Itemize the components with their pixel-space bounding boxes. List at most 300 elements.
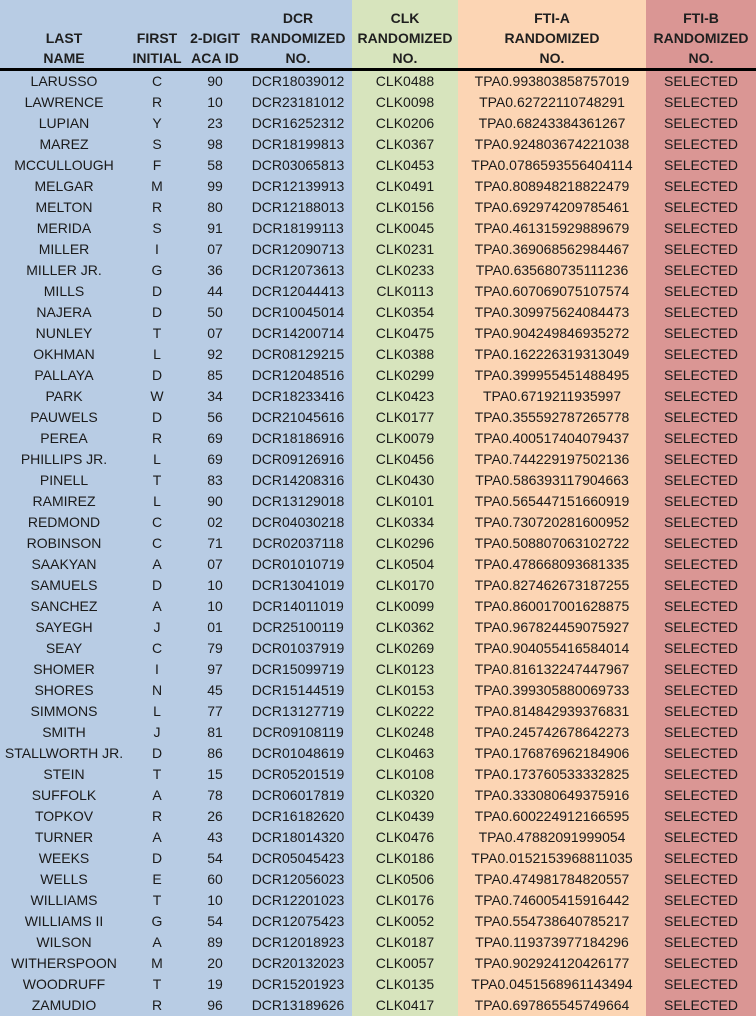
- header-dcr-number: [244, 0, 352, 70]
- clk-number-cell: CLK0430: [352, 470, 458, 491]
- first-initial-cell: Y: [128, 113, 186, 134]
- clk-number-cell: CLK0101: [352, 491, 458, 512]
- dcr-number-cell: DCR12090713: [244, 239, 352, 260]
- last-name-cell: MERIDA: [0, 218, 128, 239]
- last-name-cell: SHORES: [0, 680, 128, 701]
- dcr-number-cell: DCR15099719: [244, 659, 352, 680]
- fti-b-status-cell: SELECTED: [646, 638, 756, 659]
- aca-id-cell: 92: [186, 344, 244, 365]
- aca-id-cell: 10: [186, 890, 244, 911]
- first-initial-cell: C: [128, 638, 186, 659]
- fti-a-number-cell: TPA0.173760533332825: [458, 764, 646, 785]
- last-name-cell: PHILLIPS JR.: [0, 449, 128, 470]
- dcr-number-cell: DCR01010719: [244, 554, 352, 575]
- dcr-number-cell: DCR18199813: [244, 134, 352, 155]
- last-name-cell: SMITH: [0, 722, 128, 743]
- table-row: [0, 239, 756, 260]
- first-initial-cell: A: [128, 827, 186, 848]
- table-row: [0, 974, 756, 995]
- header-fti-a-number: [458, 0, 646, 70]
- last-name-cell: WELLS: [0, 869, 128, 890]
- last-name-cell: REDMOND: [0, 512, 128, 533]
- table-row: [0, 218, 756, 239]
- fti-a-number-cell: TPA0.635680735111236: [458, 260, 646, 281]
- first-initial-cell: G: [128, 260, 186, 281]
- aca-id-cell: 69: [186, 428, 244, 449]
- fti-b-status-cell: SELECTED: [646, 764, 756, 785]
- table-row: [0, 533, 756, 554]
- last-name-cell: SANCHEZ: [0, 596, 128, 617]
- fti-b-status-cell: SELECTED: [646, 407, 756, 428]
- aca-id-cell: 85: [186, 365, 244, 386]
- last-name-cell: MELGAR: [0, 176, 128, 197]
- first-initial-cell: L: [128, 491, 186, 512]
- clk-number-cell: CLK0222: [352, 701, 458, 722]
- fti-a-number-cell: TPA0.369068562984467: [458, 239, 646, 260]
- aca-id-cell: 34: [186, 386, 244, 407]
- fti-a-number-cell: TPA0.400517404079437: [458, 428, 646, 449]
- dcr-number-cell: DCR13129018: [244, 491, 352, 512]
- table-row: [0, 806, 756, 827]
- first-initial-cell: R: [128, 995, 186, 1016]
- header-line: ACA ID: [191, 50, 239, 66]
- fti-b-status-cell: SELECTED: [646, 911, 756, 932]
- clk-number-cell: CLK0504: [352, 554, 458, 575]
- header-last-name: [0, 0, 128, 70]
- aca-id-cell: 26: [186, 806, 244, 827]
- dcr-number-cell: DCR15201923: [244, 974, 352, 995]
- last-name-cell: ROBINSON: [0, 533, 128, 554]
- clk-number-cell: CLK0233: [352, 260, 458, 281]
- fti-b-status-cell: SELECTED: [646, 974, 756, 995]
- dcr-number-cell: DCR06017819: [244, 785, 352, 806]
- last-name-cell: SAYEGH: [0, 617, 128, 638]
- clk-number-cell: CLK0463: [352, 743, 458, 764]
- fti-a-number-cell: TPA0.399305880069733: [458, 680, 646, 701]
- table-row: [0, 701, 756, 722]
- first-initial-cell: G: [128, 911, 186, 932]
- fti-a-number-cell: TPA0.508807063102722: [458, 533, 646, 554]
- header-clk-number: [352, 0, 458, 70]
- fti-a-number-cell: TPA0.692974209785461: [458, 197, 646, 218]
- aca-id-cell: 58: [186, 155, 244, 176]
- aca-id-cell: 96: [186, 995, 244, 1016]
- fti-b-status-cell: SELECTED: [646, 806, 756, 827]
- fti-b-status-cell: SELECTED: [646, 491, 756, 512]
- clk-number-cell: CLK0417: [352, 995, 458, 1016]
- table-row: [0, 953, 756, 974]
- clk-number-cell: CLK0123: [352, 659, 458, 680]
- first-initial-cell: C: [128, 70, 186, 93]
- last-name-cell: ZAMUDIO: [0, 995, 128, 1016]
- table-row: [0, 302, 756, 323]
- fti-a-number-cell: TPA0.62722110748291: [458, 92, 646, 113]
- table-row: [0, 428, 756, 449]
- dcr-number-cell: DCR18233416: [244, 386, 352, 407]
- last-name-cell: SHOMER: [0, 659, 128, 680]
- last-name-cell: MILLER JR.: [0, 260, 128, 281]
- clk-number-cell: CLK0269: [352, 638, 458, 659]
- fti-b-status-cell: SELECTED: [646, 428, 756, 449]
- table-row: [0, 554, 756, 575]
- first-initial-cell: C: [128, 512, 186, 533]
- clk-number-cell: CLK0153: [352, 680, 458, 701]
- aca-id-cell: 81: [186, 722, 244, 743]
- header-line: RANDOMIZED: [250, 30, 346, 46]
- fti-a-number-cell: TPA0.607069075107574: [458, 281, 646, 302]
- fti-a-number-cell: TPA0.0152153968811035: [458, 848, 646, 869]
- fti-a-number-cell: TPA0.162226319313049: [458, 344, 646, 365]
- header-row: [0, 0, 756, 70]
- table-row: [0, 197, 756, 218]
- fti-b-status-cell: SELECTED: [646, 785, 756, 806]
- clk-number-cell: CLK0135: [352, 974, 458, 995]
- fti-a-number-cell: TPA0.461315929889679: [458, 218, 646, 239]
- table-row: [0, 596, 756, 617]
- fti-a-number-cell: TPA0.902924120426177: [458, 953, 646, 974]
- header-line: DCR: [282, 10, 314, 26]
- fti-b-status-cell: SELECTED: [646, 302, 756, 323]
- dcr-number-cell: DCR12018923: [244, 932, 352, 953]
- clk-number-cell: CLK0367: [352, 134, 458, 155]
- table-row: [0, 785, 756, 806]
- dcr-number-cell: DCR18199113: [244, 218, 352, 239]
- fti-a-number-cell: TPA0.0786593556404114: [458, 155, 646, 176]
- clk-number-cell: CLK0388: [352, 344, 458, 365]
- last-name-cell: SUFFOLK: [0, 785, 128, 806]
- first-initial-cell: J: [128, 617, 186, 638]
- aca-id-cell: 79: [186, 638, 244, 659]
- fti-b-status-cell: SELECTED: [646, 659, 756, 680]
- fti-a-number-cell: TPA0.697865545749664: [458, 995, 646, 1016]
- clk-number-cell: CLK0299: [352, 365, 458, 386]
- fti-b-status-cell: SELECTED: [646, 197, 756, 218]
- first-initial-cell: T: [128, 890, 186, 911]
- fti-a-number-cell: TPA0.309975624084473: [458, 302, 646, 323]
- first-initial-cell: D: [128, 848, 186, 869]
- fti-a-number-cell: TPA0.47882091999054: [458, 827, 646, 848]
- first-initial-cell: L: [128, 344, 186, 365]
- dcr-number-cell: DCR01037919: [244, 638, 352, 659]
- fti-b-status-cell: SELECTED: [646, 890, 756, 911]
- last-name-cell: MCCULLOUGH: [0, 155, 128, 176]
- dcr-number-cell: DCR20132023: [244, 953, 352, 974]
- clk-number-cell: CLK0362: [352, 617, 458, 638]
- first-initial-cell: D: [128, 281, 186, 302]
- dcr-number-cell: DCR05045423: [244, 848, 352, 869]
- fti-a-number-cell: TPA0.827462673187255: [458, 575, 646, 596]
- clk-number-cell: CLK0453: [352, 155, 458, 176]
- dcr-number-cell: DCR13189626: [244, 995, 352, 1016]
- header-line: FTI-B: [683, 10, 719, 26]
- first-initial-cell: A: [128, 554, 186, 575]
- header-line: NO.: [285, 50, 311, 66]
- aca-id-cell: 80: [186, 197, 244, 218]
- fti-a-number-cell: TPA0.904249846935272: [458, 323, 646, 344]
- clk-number-cell: CLK0156: [352, 197, 458, 218]
- fti-b-status-cell: SELECTED: [646, 134, 756, 155]
- dcr-number-cell: DCR08129215: [244, 344, 352, 365]
- fti-b-status-cell: SELECTED: [646, 932, 756, 953]
- header-line: CLK: [390, 10, 420, 26]
- aca-id-cell: 10: [186, 596, 244, 617]
- aca-id-cell: 02: [186, 512, 244, 533]
- aca-id-cell: 54: [186, 848, 244, 869]
- last-name-cell: SEAY: [0, 638, 128, 659]
- clk-number-cell: CLK0206: [352, 113, 458, 134]
- clk-number-cell: CLK0491: [352, 176, 458, 197]
- dcr-number-cell: DCR14208316: [244, 470, 352, 491]
- fti-b-status-cell: SELECTED: [646, 554, 756, 575]
- fti-b-status-cell: SELECTED: [646, 70, 756, 93]
- aca-id-cell: 36: [186, 260, 244, 281]
- fti-b-status-cell: SELECTED: [646, 470, 756, 491]
- aca-id-cell: 97: [186, 659, 244, 680]
- last-name-cell: NAJERA: [0, 302, 128, 323]
- table-row: [0, 491, 756, 512]
- fti-a-number-cell: TPA0.399955451488495: [458, 365, 646, 386]
- table-row: [0, 449, 756, 470]
- dcr-number-cell: DCR15144519: [244, 680, 352, 701]
- table-row: [0, 638, 756, 659]
- aca-id-cell: 10: [186, 92, 244, 113]
- table-row: [0, 869, 756, 890]
- aca-id-cell: 20: [186, 953, 244, 974]
- fti-b-status-cell: SELECTED: [646, 617, 756, 638]
- first-initial-cell: A: [128, 932, 186, 953]
- clk-number-cell: CLK0334: [352, 512, 458, 533]
- table-row: [0, 890, 756, 911]
- table-row: [0, 659, 756, 680]
- fti-b-status-cell: SELECTED: [646, 218, 756, 239]
- header-line: RANDOMIZED: [653, 30, 749, 46]
- table-row: [0, 92, 756, 113]
- fti-a-number-cell: TPA0.993803858757019: [458, 70, 646, 93]
- aca-id-cell: 78: [186, 785, 244, 806]
- clk-number-cell: CLK0488: [352, 70, 458, 93]
- header-line: NAME: [43, 50, 85, 66]
- header-line: NO.: [539, 50, 565, 66]
- fti-a-number-cell: TPA0.0451568961143494: [458, 974, 646, 995]
- first-initial-cell: T: [128, 470, 186, 491]
- first-initial-cell: J: [128, 722, 186, 743]
- clk-number-cell: CLK0113: [352, 281, 458, 302]
- dcr-number-cell: DCR10045014: [244, 302, 352, 323]
- table-row: [0, 281, 756, 302]
- last-name-cell: RAMIREZ: [0, 491, 128, 512]
- fti-a-number-cell: TPA0.245742678642273: [458, 722, 646, 743]
- fti-b-status-cell: SELECTED: [646, 113, 756, 134]
- fti-b-status-cell: SELECTED: [646, 449, 756, 470]
- clk-number-cell: CLK0176: [352, 890, 458, 911]
- clk-number-cell: CLK0098: [352, 92, 458, 113]
- table-row: [0, 932, 756, 953]
- last-name-cell: PAUWELS: [0, 407, 128, 428]
- table-row: [0, 575, 756, 596]
- last-name-cell: PINELL: [0, 470, 128, 491]
- clk-number-cell: CLK0108: [352, 764, 458, 785]
- last-name-cell: PARK: [0, 386, 128, 407]
- dcr-number-cell: DCR16252312: [244, 113, 352, 134]
- table-row: [0, 323, 756, 344]
- fti-b-status-cell: SELECTED: [646, 365, 756, 386]
- last-name-cell: TOPKOV: [0, 806, 128, 827]
- last-name-cell: SAAKYAN: [0, 554, 128, 575]
- clk-number-cell: CLK0354: [352, 302, 458, 323]
- first-initial-cell: R: [128, 92, 186, 113]
- dcr-number-cell: DCR14200714: [244, 323, 352, 344]
- last-name-cell: MILLER: [0, 239, 128, 260]
- first-initial-cell: D: [128, 407, 186, 428]
- fti-a-number-cell: TPA0.814842939376831: [458, 701, 646, 722]
- clk-number-cell: CLK0456: [352, 449, 458, 470]
- fti-a-number-cell: TPA0.565447151660919: [458, 491, 646, 512]
- last-name-cell: LARUSSO: [0, 70, 128, 93]
- fti-b-status-cell: SELECTED: [646, 701, 756, 722]
- last-name-cell: OKHMAN: [0, 344, 128, 365]
- table-row: [0, 155, 756, 176]
- fti-b-status-cell: SELECTED: [646, 155, 756, 176]
- clk-number-cell: CLK0186: [352, 848, 458, 869]
- aca-id-cell: 69: [186, 449, 244, 470]
- dcr-number-cell: DCR16182620: [244, 806, 352, 827]
- last-name-cell: PALLAYA: [0, 365, 128, 386]
- aca-id-cell: 43: [186, 827, 244, 848]
- dcr-number-cell: DCR12201023: [244, 890, 352, 911]
- table-row: [0, 911, 756, 932]
- table-row: [0, 827, 756, 848]
- first-initial-cell: R: [128, 428, 186, 449]
- dcr-number-cell: DCR23181012: [244, 92, 352, 113]
- last-name-cell: MELTON: [0, 197, 128, 218]
- table-row: [0, 344, 756, 365]
- aca-id-cell: 90: [186, 70, 244, 93]
- header-line: FTI-A: [534, 10, 570, 26]
- first-initial-cell: E: [128, 869, 186, 890]
- fti-a-number-cell: TPA0.746005415916442: [458, 890, 646, 911]
- aca-id-cell: 50: [186, 302, 244, 323]
- last-name-cell: NUNLEY: [0, 323, 128, 344]
- clk-number-cell: CLK0177: [352, 407, 458, 428]
- header-line: NO.: [392, 50, 418, 66]
- table-row: [0, 407, 756, 428]
- dcr-number-cell: DCR14011019: [244, 596, 352, 617]
- clk-number-cell: CLK0052: [352, 911, 458, 932]
- first-initial-cell: A: [128, 785, 186, 806]
- first-initial-cell: R: [128, 806, 186, 827]
- fti-b-status-cell: SELECTED: [646, 680, 756, 701]
- fti-a-number-cell: TPA0.68243384361267: [458, 113, 646, 134]
- dcr-number-cell: DCR12139913: [244, 176, 352, 197]
- fti-b-status-cell: SELECTED: [646, 848, 756, 869]
- aca-id-cell: 44: [186, 281, 244, 302]
- first-initial-cell: M: [128, 953, 186, 974]
- fti-b-status-cell: SELECTED: [646, 239, 756, 260]
- aca-id-cell: 98: [186, 134, 244, 155]
- header-line: NO.: [688, 50, 714, 66]
- dcr-number-cell: DCR03065813: [244, 155, 352, 176]
- first-initial-cell: R: [128, 197, 186, 218]
- aca-id-cell: 60: [186, 869, 244, 890]
- dcr-number-cell: DCR09108119: [244, 722, 352, 743]
- table-row: [0, 386, 756, 407]
- fti-a-number-cell: TPA0.554738640785217: [458, 911, 646, 932]
- fti-a-number-cell: TPA0.600224912166595: [458, 806, 646, 827]
- fti-b-status-cell: SELECTED: [646, 281, 756, 302]
- table-row: [0, 995, 756, 1016]
- first-initial-cell: W: [128, 386, 186, 407]
- fti-b-status-cell: SELECTED: [646, 176, 756, 197]
- last-name-cell: STALLWORTH JR.: [0, 743, 128, 764]
- aca-id-cell: 56: [186, 407, 244, 428]
- fti-a-number-cell: TPA0.904055416584014: [458, 638, 646, 659]
- aca-id-cell: 99: [186, 176, 244, 197]
- first-initial-cell: T: [128, 974, 186, 995]
- table-row: [0, 617, 756, 638]
- aca-id-cell: 01: [186, 617, 244, 638]
- aca-id-cell: 89: [186, 932, 244, 953]
- fti-a-number-cell: TPA0.355592787265778: [458, 407, 646, 428]
- table-row: [0, 848, 756, 869]
- fti-b-status-cell: SELECTED: [646, 323, 756, 344]
- clk-number-cell: CLK0170: [352, 575, 458, 596]
- clk-number-cell: CLK0296: [352, 533, 458, 554]
- header-first-initial: [128, 0, 186, 70]
- aca-id-cell: 23: [186, 113, 244, 134]
- last-name-cell: WOODRUFF: [0, 974, 128, 995]
- fti-b-status-cell: SELECTED: [646, 596, 756, 617]
- dcr-number-cell: DCR13041019: [244, 575, 352, 596]
- table-row: [0, 680, 756, 701]
- last-name-cell: WILLIAMS: [0, 890, 128, 911]
- first-initial-cell: D: [128, 302, 186, 323]
- clk-number-cell: CLK0079: [352, 428, 458, 449]
- header-line: FIRST: [136, 30, 178, 46]
- dcr-number-cell: DCR21045616: [244, 407, 352, 428]
- first-initial-cell: L: [128, 701, 186, 722]
- fti-b-status-cell: SELECTED: [646, 827, 756, 848]
- fti-b-status-cell: SELECTED: [646, 533, 756, 554]
- fti-b-status-cell: SELECTED: [646, 953, 756, 974]
- first-initial-cell: S: [128, 218, 186, 239]
- clk-number-cell: CLK0231: [352, 239, 458, 260]
- fti-b-status-cell: SELECTED: [646, 575, 756, 596]
- last-name-cell: LAWRENCE: [0, 92, 128, 113]
- fti-a-number-cell: TPA0.730720281600952: [458, 512, 646, 533]
- table-row: [0, 470, 756, 491]
- first-initial-cell: L: [128, 449, 186, 470]
- table-row: [0, 365, 756, 386]
- last-name-cell: STEIN: [0, 764, 128, 785]
- last-name-cell: MAREZ: [0, 134, 128, 155]
- aca-id-cell: 77: [186, 701, 244, 722]
- table-row: [0, 722, 756, 743]
- header-aca-id: [186, 0, 244, 70]
- fti-b-status-cell: SELECTED: [646, 344, 756, 365]
- clk-number-cell: CLK0506: [352, 869, 458, 890]
- aca-id-cell: 91: [186, 218, 244, 239]
- clk-number-cell: CLK0320: [352, 785, 458, 806]
- first-initial-cell: N: [128, 680, 186, 701]
- last-name-cell: MILLS: [0, 281, 128, 302]
- dcr-number-cell: DCR12056023: [244, 869, 352, 890]
- table-row: [0, 134, 756, 155]
- aca-id-cell: 07: [186, 323, 244, 344]
- last-name-cell: SIMMONS: [0, 701, 128, 722]
- clk-number-cell: CLK0423: [352, 386, 458, 407]
- clk-number-cell: CLK0248: [352, 722, 458, 743]
- last-name-cell: WILLIAMS II: [0, 911, 128, 932]
